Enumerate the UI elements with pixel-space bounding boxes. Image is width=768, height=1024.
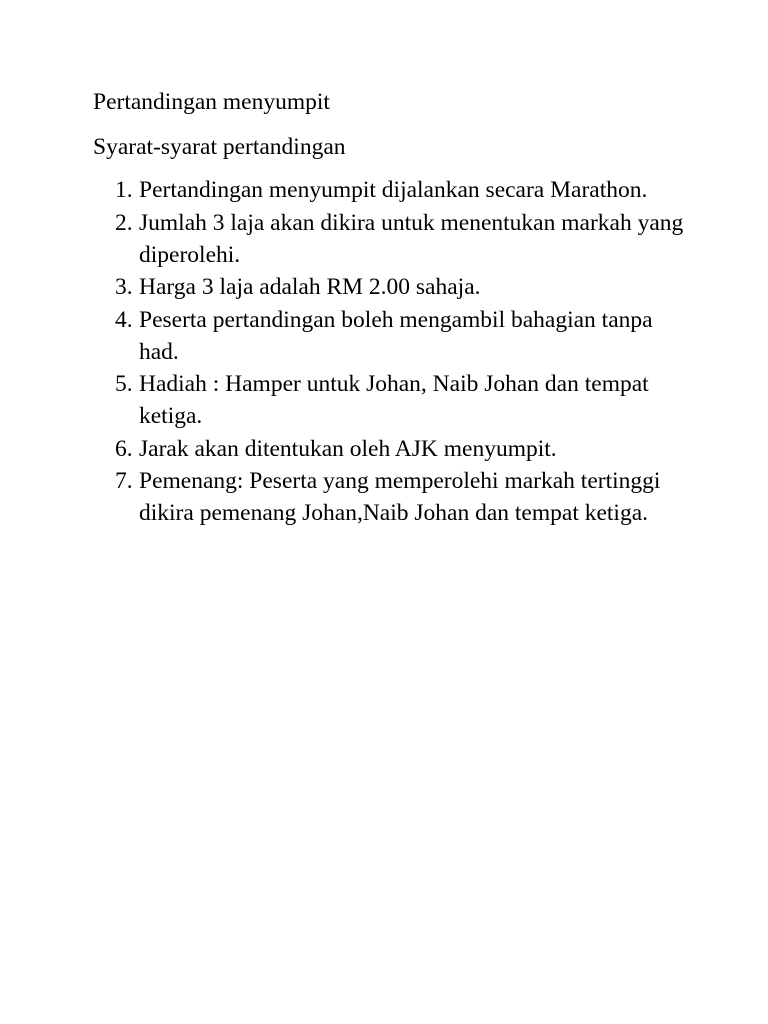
rule-text: Harga 3 laja adalah RM 2.00 sahaja.	[139, 274, 481, 300]
rules-list	[93, 174, 693, 529]
document-title: Pertandingan menyumpit	[93, 89, 330, 115]
document-subtitle: Syarat-syarat pertandingan	[93, 134, 346, 160]
rule-item-5	[93, 368, 693, 432]
rule-item-4	[93, 304, 693, 368]
rule-number: 2.	[115, 209, 133, 236]
rule-number: 7.	[115, 468, 133, 494]
rule-item-6	[93, 433, 693, 465]
document-page	[93, 86, 693, 530]
rule-item-7	[93, 465, 693, 529]
rule-number: 4.	[115, 306, 133, 333]
rule-item-3	[93, 271, 693, 303]
rule-number: 6.	[115, 435, 133, 462]
rule-text: Pemenang: Peserta yang memperolehi markah tertinggi dikira pemenang Johan,Naib Johan dan tempat ketiga.	[139, 468, 661, 526]
rule-item-1	[93, 174, 693, 206]
rule-text: Jarak akan ditentukan oleh AJK menyumpit.	[139, 435, 557, 462]
rule-number: 1.	[115, 177, 133, 203]
rule-text: Hadiah : Hamper untuk Johan, Naib Johan dan tempat ketiga.	[139, 371, 649, 429]
rule-number: 3.	[115, 274, 133, 300]
rule-item-2	[93, 207, 693, 271]
rule-text: Pertandingan menyumpit dijalankan secara Marathon.	[139, 177, 648, 203]
rule-number: 5.	[115, 371, 133, 397]
rule-text: Peserta pertandingan boleh mengambil bahagian tanpa had.	[139, 306, 653, 365]
rule-text: Jumlah 3 laja akan dikira untuk menentukan markah yang diperolehi.	[139, 209, 684, 268]
